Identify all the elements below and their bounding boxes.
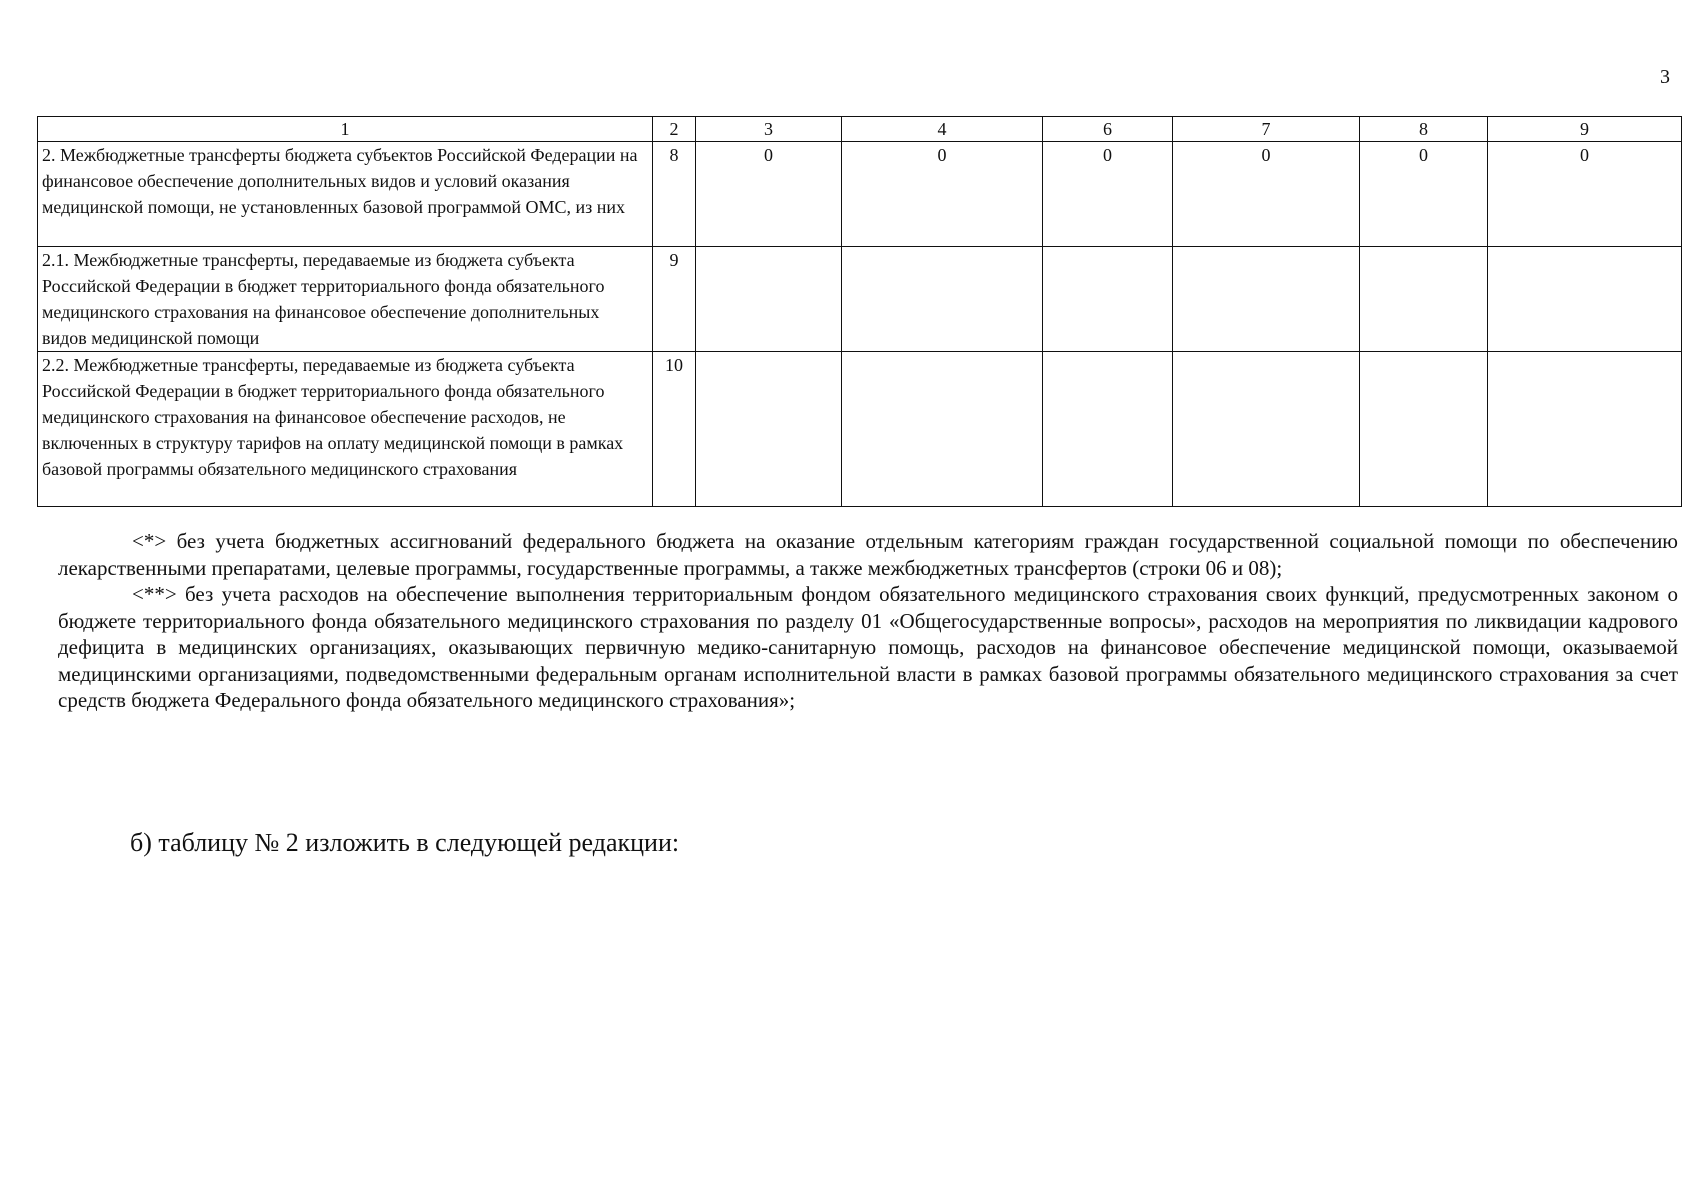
table-row xyxy=(38,352,1682,507)
row-name-cell: 2.1. Межбюджетные трансферты, передаваемые из бюджета субъекта Российской Федерации в бюджет территориального фонда обязательного медицинского страхования на финансовое обеспечение дополнительных видов медицинской помощи xyxy=(38,247,653,352)
value-cell xyxy=(842,352,1043,507)
header-cell: 1 xyxy=(38,117,653,142)
value-cell xyxy=(696,352,842,507)
table-row xyxy=(38,247,1682,352)
header-cell: 8 xyxy=(1360,117,1488,142)
instruction-text: б) таблицу № 2 изложить в следующей редакции: xyxy=(130,828,680,857)
footnote-double-asterisk: <**> без учета расходов на обеспечение выполнения территориальным фондом обязательного медицинского страхования своих функций, предусмотренных законом о бюджете территориального фонда обязательного медицинского страхования по разделу 01 «Общегосударственные вопросы», расходов на мероприятия по ликвидации кадрового дефицита в медицинских организациях, оказывающих первичную медико-санитарную помощь, расходов на финансовое обеспечение медицинской помощи, оказываемой медицинскими организациями, подведомственными федеральным органам исполнительной власти в рамках базовой программы обязательного медицинского страхования за счет средств бюджета Федерального фонда обязательного медицинского страхования»; xyxy=(58,582,1678,712)
value-cell: 0 xyxy=(1173,142,1360,247)
value-cell: 0 xyxy=(1360,142,1488,247)
row-code-cell: 8 xyxy=(653,142,696,247)
value-cell xyxy=(842,247,1043,352)
value-cell: 0 xyxy=(1488,142,1682,247)
header-cell: 3 xyxy=(696,117,842,142)
value-cell xyxy=(1488,352,1682,507)
value-cell xyxy=(1043,352,1173,507)
footnotes xyxy=(58,528,1678,714)
row-code-cell: 10 xyxy=(653,352,696,507)
value-cell xyxy=(1043,247,1173,352)
value-cell xyxy=(1488,247,1682,352)
page-number: 3 xyxy=(1660,66,1670,88)
value-cell: 0 xyxy=(1043,142,1173,247)
value-cell xyxy=(1360,247,1488,352)
header-cell: 4 xyxy=(842,117,1043,142)
row-name-cell: 2.2. Межбюджетные трансферты, передаваемые из бюджета субъекта Российской Федерации в бюджет территориального фонда обязательного медицинского страхования на финансовое обеспечение расходов, не включенных в структуру тарифов на оплату медицинской помощи в рамках базовой программы обязательного медицинского страхования xyxy=(38,352,653,507)
header-cell: 9 xyxy=(1488,117,1682,142)
header-cell: 7 xyxy=(1173,117,1360,142)
table-row xyxy=(38,142,1682,247)
header-cell: 6 xyxy=(1043,117,1173,142)
budget-transfers-table xyxy=(37,116,1682,507)
row-name-cell: 2. Межбюджетные трансферты бюджета субъектов Российской Федерации на финансовое обеспечение дополнительных видов и условий оказания медицинской помощи, не установленных базовой программой ОМС, из них xyxy=(38,142,653,247)
value-cell: 0 xyxy=(696,142,842,247)
value-cell xyxy=(1360,352,1488,507)
row-code-cell: 9 xyxy=(653,247,696,352)
value-cell xyxy=(1173,352,1360,507)
value-cell xyxy=(696,247,842,352)
value-cell: 0 xyxy=(842,142,1043,247)
header-cell: 2 xyxy=(653,117,696,142)
value-cell xyxy=(1173,247,1360,352)
footnote-single-asterisk: <*> без учета бюджетных ассигнований федерального бюджета на оказание отдельным категориям граждан государственной социальной помощи по обеспечению лекарственными препаратами, целевые программы, государственные программы, а также межбюджетных трансфертов (строки 06 и 08); xyxy=(58,529,1678,580)
table-header-row xyxy=(38,117,1682,142)
